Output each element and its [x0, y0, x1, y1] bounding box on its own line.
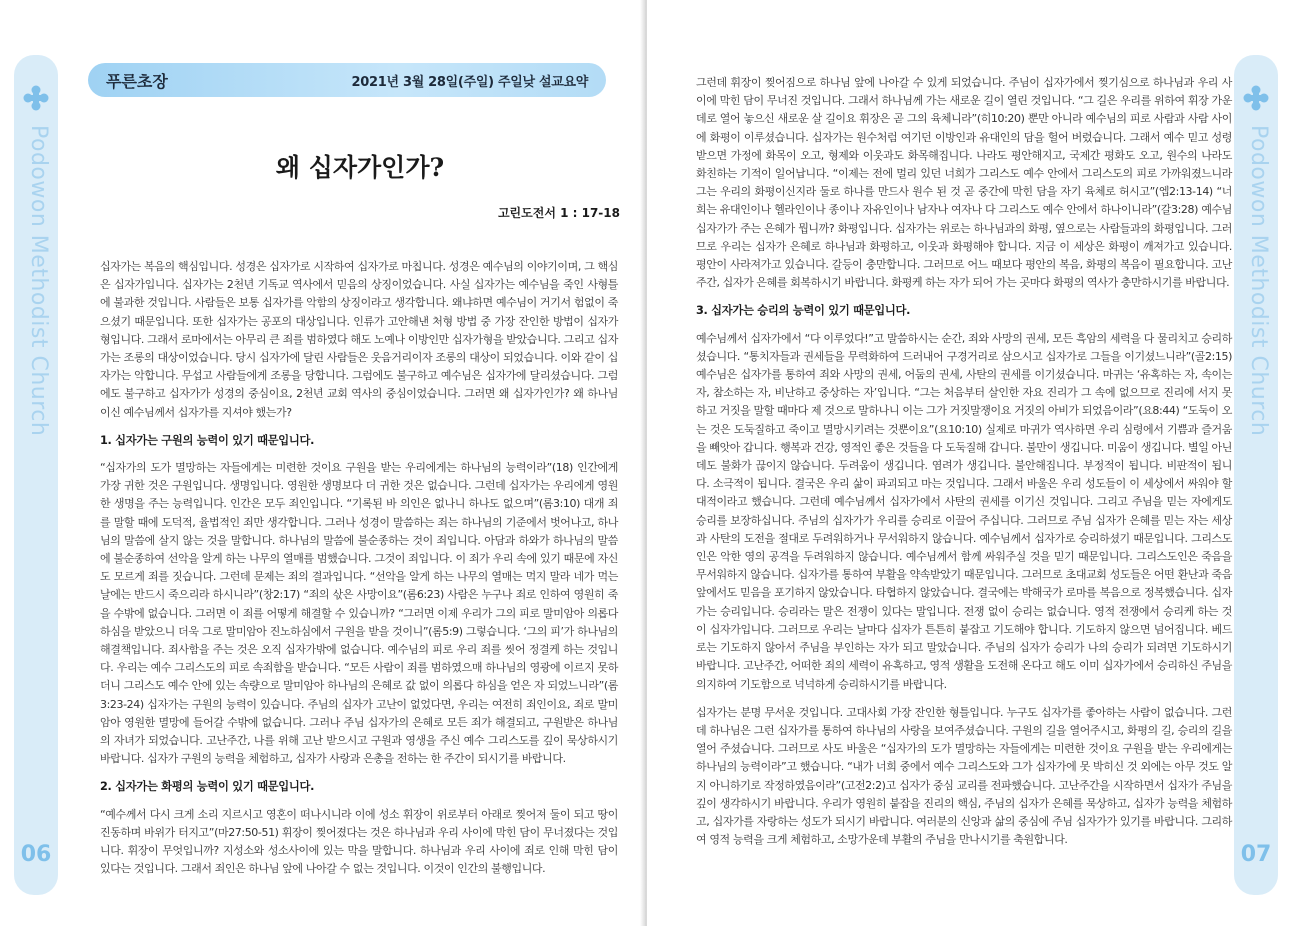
left-content — [100, 258, 618, 889]
section-title: 푸른초장 — [106, 71, 168, 91]
cross-icon — [1243, 85, 1269, 111]
left-side-tab — [14, 55, 58, 895]
page-number: 06 — [20, 842, 52, 867]
section-body-1: “십자가의 도가 멸망하는 자들에게는 미련한 것이요 구원을 받는 우리에게는 하나님의 능력이라”(18) 인간에게 가장 귀한 것은 구원입니다. 생명입니다. 영원한 생명보다 더 귀한 것은 없습니다. 그런데 십자가는 우리에게 영원한 생명을 주는 능력입니다. 인간은 모두 죄인입니다. “기록된 바 의인은 없나니 하나도 없으며”(롬3:10) 대개 죄를 말할 때에 도덕적, 율법적인 죄만 생각합니다. 그러나 성경이 말씀하는 죄는 하나님의 기준에서 벗어나고, 하나님의 말씀에 살지 않는 것을 말합니다. 하나님의 말씀에 불순종하는 것이 죄입니다. 아담과 하와가 하나님의 말씀에 불순종하여 선악을 알게 하는 나무의 열매를 범했습니다. 그것이 죄입니다. 이 죄가 우리 속에 있기 때문에 자신도 모르게 죄를 짓습니다. 그런데 문제는 죄의 결과입니다. “선악을 알게 하는 나무의 열매는 먹지 말라 네가 먹는 날에는 반드시 죽으리라 하시니라”(창2:17) “죄의 삯은 사망이요”(롬6:23) 사람은 누구나 죄로 인하여 영원히 죽을 수밖에 없습니다. 그러면 이 죄를 어떻게 해결할 수 있습니까? “그러면 이제 우리가 그의 피로 말미암아 의롭다 하심을 받았으니 더욱 그로 말미암아 진노하심에서 구원을 받을 것이니”(롬5:9) 그렇습니다. ‘그의 피’가 하나님의 해결책입니다. 죄사함을 주는 것은 오직 십자가밖에 없습니다. 예수님의 피로 우리 죄를 씻어 정결케 하는 것입니다. 우리는 예수 그리스도의 피로 속죄함을 받습니다. “모든 사람이 죄를 범하였으매 하나님의 영광에 이르지 못하더니 그리스도 예수 안에 있는 속량으로 말미암아 하나님의 은혜로 값 없이 의롭다 하심을 얻은 자 되었느니라”(롬3:23-24) 십자가는 구원의 능력이 있습니다. 주님의 십자가 고난이 없었다면, 우리는 여전히 죄인이요, 죄로 말미암아 영원한 멸망에 들어갈 수밖에 없습니다. 그러나 주님 십자가의 은혜로 모든 죄가 해결되고, 구원받은 하나님의 자녀가 되었습니다. 고난주간, 나를 위해 고난 받으시고 구원과 영생을 주신 예수 그리스도를 깊이 묵상하시기 바랍니다. 십자가 구원의 능력을 체험하고, 십자가 사랑과 은총을 전하는 한 주간이 되시기를 바랍니다. — [100, 461, 618, 766]
section-body-2-continued: 그런데 휘장이 찢어짐으로 하나님 앞에 나아갈 수 있게 되었습니다. 주님이 십자가에서 찢기심으로 하나님과 우리 사이에 막힌 담이 무너진 것입니다. 그래서 하나님께 가는 새로운 길이 열린 것입니다. “그 길은 우리를 위하여 휘장 가운데로 열어 놓으신 새로운 살 길이요 휘장은 곧 그의 육체니라”(히10:20) 뿐만 아니라 예수님의 피로 사람과 사람 사이에 화평이 이루셨습니다. 십자가는 원수처럼 여기던 이방인과 유대인의 담을 헐어 버렸습니다. 그래서 예수 믿고 성령 받으면 가정에 화목이 오고, 형제와 이웃과도 화목해집니다. 나라도 평안해지고, 국제간 평화도 오고, 원수의 나라도 화친하는 기적이 일어납니다. “이제는 전에 멀리 있던 너희가 그리스도 예수 안에서 그리스도의 피로 가까워졌느니라 그는 우리의 화평이신지라 둘로 하나를 만드사 원수 된 것 곧 중간에 막힌 담을 자기 육체로 허시고”(엡2:13-14) “너희는 유대인이나 헬라인이나 종이나 자유인이나 남자나 여자나 다 그리스도 예수 안에서 하나이니라”(갈3:28) 예수님 십자가가 주는 은혜가 뭡니까? 화평입니다. 십자가는 위로는 하나님과의 화평, 옆으로는 사람들과의 화평입니다. 그러므로 우리는 십자가 은혜로 하나님과 화평하고, 이웃과 화평해야 합니다. 지금 이 세상은 화평이 깨져가고 있습니다. 평안이 사라져가고 있습니다. 갈등이 충만합니다. 그러므로 어느 때보다 평안의 복음, 화평의 복음이 필요합니다. 고난주간, 십자가 은혜를 회복하시기 바랍니다. 화평케 하는 자가 되어 가는 곳마다 화평의 역사가 충만하시기를 바랍니다. — [696, 76, 1232, 290]
section-heading-1: 1. 십자가는 구원의 능력이 있기 때문입니다. — [100, 433, 315, 447]
right-content — [696, 74, 1232, 859]
sermon-title: 왜 십자가인가? — [275, 153, 445, 182]
church-name-vertical: Podowon Methodist Church — [1246, 125, 1271, 437]
sermon-date: 2021년 3월 28일(주일) 주일낮 설교요약 — [351, 74, 588, 90]
header-bar — [88, 63, 606, 97]
closing-paragraph: 십자가는 분명 무서운 것입니다. 고대사회 가장 잔인한 형틀입니다. 누구도 십자가를 좋아하는 사람이 없습니다. 그런데 하나님은 그런 십자가를 통하여 하나님의 사랑을 보여주셨습니다. 구원의 길을 열어주시고, 화평의 길, 승리의 길을 열어 주셨습니다. 그러므로 사도 바울은 “십자가의 도가 멸망하는 자들에게는 미련한 것이요 구원을 받는 우리에게는 하나님의 능력이라”고 했습니다. “내가 너희 중에서 예수 그리스도와 그가 십자가에 못 박히신 것 외에는 아무 것도 알지 아니하기로 작정하였음이라”(고전2:2)고 십자가 중심 교리를 전파했습니다. 고난주간을 시작하면서 십자가 주님을 깊이 생각하시기 바랍니다. 우리가 영원히 붙잡을 진리의 핵심, 주님의 십자가 은혜를 묵상하고, 십자가 능력을 체험하고, 십자가를 자랑하는 성도가 되시기 바랍니다. 여러분의 신앙과 삶의 중심에 주님 십자가가 있기를 바랍니다. 그리하여 영적 능력을 크게 체험하고, 소망가운데 부활의 주님을 만나시기를 축원합니다. — [696, 705, 1232, 847]
section-body-3: 예수님께서 십자가에서 “다 이루었다!”고 말씀하시는 순간, 죄와 사망의 권세, 모든 흑암의 세력을 다 물리치고 승리하셨습니다. “통치자들과 권세들을 무력화하여 드러내어 구경거리로 삼으시고 십자가로 그들을 이기셨느니라”(골2:15) 예수님은 십자가를 통하여 죄와 사망의 권세, 어둠의 권세, 사탄의 권세를 이기셨습니다. 마귀는 ‘유혹하는 자, 속이는 자, 참소하는 자, 비난하고 중상하는 자’입니다. “그는 처음부터 살인한 자요 진리가 그 속에 없으므로 진리에 서지 못하고 거짓을 말할 때마다 제 것으로 말하나니 이는 그가 거짓말쟁이요 거짓의 아비가 되었음이라”(요8:44) “도둑이 오는 것은 도둑질하고 죽이고 멸망시키려는 것뿐이요”(요10:10) 실제로 마귀가 역사하면 우리 심령에서 기쁨과 즐거움을 빼앗아 갑니다. 행복과 건강, 영적인 좋은 것들을 다 도둑질해 갑니다. 불만이 생깁니다. 미움이 생깁니다. 별일 아닌데도 불화가 끊이지 않습니다. 두려움이 생깁니다. 염려가 생깁니다. 불안해집니다. 부정적이 됩니다. 비판적이 됩니다. 소극적이 됩니다. 결국은 우리 삶이 파괴되고 마는 것입니다. 그래서 바울은 우리 성도들이 이 세상에서 싸워야 할 대적이라고 했습니다. 그런데 예수님께서 십자가에서 사탄의 권세를 이기신 것입니다. 그리고 주님을 믿는 자에게도 승리를 보장하십니다. 주님의 십자가가 우리를 승리로 이끌어 주십니다. 그러므로 주님 십자가 은혜를 믿는 자는 세상과 사탄의 도전을 절대로 두려워하거나 무서워하지 않습니다. 예수님께서 십자가로 승리하셨기 때문입니다. 그리스도인은 악한 영의 공격을 두려워하지 않습니다. 예수님께서 함께 싸워주실 것을 믿기 때문입니다. 그리스도인은 죽음을 무서워하지 않습니다. 십자가를 통하여 부활을 약속받았기 때문입니다. 그러므로 초대교회 성도들은 어떤 환난과 죽음 앞에서도 믿음을 포기하지 않았습니다. 타협하지 않았습니다. 결국에는 박해국가 로마를 복음으로 정복했습니다. 십자가는 승리입니다. 승리라는 말은 전쟁이 있다는 말입니다. 전쟁 없이 승리는 없습니다. 영적 전쟁에서 승리케 하는 것이 십자가입니다. 그러므로 우리는 날마다 십자가 튼튼히 붙잡고 기도해야 합니다. 기도하지 않으면 넘어집니다. 베드로는 기도하지 않아서 주님을 부인하는 자가 되고 말았습니다. 주님의 십자가 승리가 나의 승리가 되려면 기도하시기 바랍니다. 고난주간, 어떠한 죄의 세력이 유혹하고, 영적 생활을 도전해 온다고 해도 이미 십자가에서 승리하신 주님을 의지하여 기도함으로 넉넉하게 승리하시기를 바랍니다. — [696, 331, 1232, 691]
cross-icon — [23, 85, 49, 111]
section-heading-2: 2. 십자가는 화평의 능력이 있기 때문입니다. — [100, 780, 315, 794]
right-page — [647, 0, 1292, 926]
right-side-tab — [1234, 55, 1278, 895]
left-page — [0, 0, 645, 926]
page-number: 07 — [1240, 842, 1272, 867]
church-name-vertical: Podowon Methodist Church — [26, 125, 51, 437]
section-body-2: “예수께서 다시 크게 소리 지르시고 영혼이 떠나시니라 이에 성소 휘장이 위로부터 아래로 찢어져 둘이 되고 땅이 진동하며 바위가 터지고”(마27:50-51) 휘장이 찢어졌다는 것은 하나님과 우리 사이에 막힌 담이 무너졌다는 것입니다. 휘장이 무엇입니까? 지성소와 성소사이에 있는 막을 말합니다. 하나님과 우리 사이에 죄로 인해 막힌 담이 있다는 것입니다. 그래서 죄인은 하나님 앞에 나아갈 수 없는 것입니다. 이것이 인간의 불행입니다. — [100, 807, 618, 876]
scripture-reference: 고린도전서 1 : 17-18 — [497, 206, 620, 220]
section-heading-3: 3. 십자가는 승리의 능력이 있기 때문입니다. — [696, 304, 911, 318]
intro-paragraph: 십자가는 복음의 핵심입니다. 성경은 십자가로 시작하여 십자가로 마칩니다. 성경은 예수님의 이야기이며, 그 핵심은 십자가입니다. 십자가는 2천년 기독교 역사에서 믿음의 상징이었습니다. 사실 십자가는 예수님을 죽인 사형틀에 불과한 것입니다. 사람들은 보통 십자가를 악함의 상징이라고 생각합니다. 왜냐하면 예수님이 거기서 험없이 죽으셨기 때문입니다. 또한 십자가는 공포의 대상입니다. 인류가 고안해낸 처형 방법 중 가장 잔인한 방법이 십자가형입니다. 그래서 로마에서는 아무리 큰 죄를 범하였다 해도 노예나 이방인만 십자가형을 받았습니다. 그리고 십자가는 조롱의 대상이었습니다. 당시 십자가에 달린 사람들은 웃음거리이자 조롱의 대상이 되었습니다. 이와 같이 십자가는 악합니다. 무섭고 사람들에게 조롱을 당합니다. 그럼에도 불구하고 예수님은 십자가에 달리셨습니다. 그럼에도 불구하고 십자가가 성경의 중심이요, 2천년 교회 역사의 중심이었습니다. 그러면 왜 십자가인가? 왜 하나님이신 예수님께서 십자가를 지셔야 했는가? — [100, 260, 618, 419]
